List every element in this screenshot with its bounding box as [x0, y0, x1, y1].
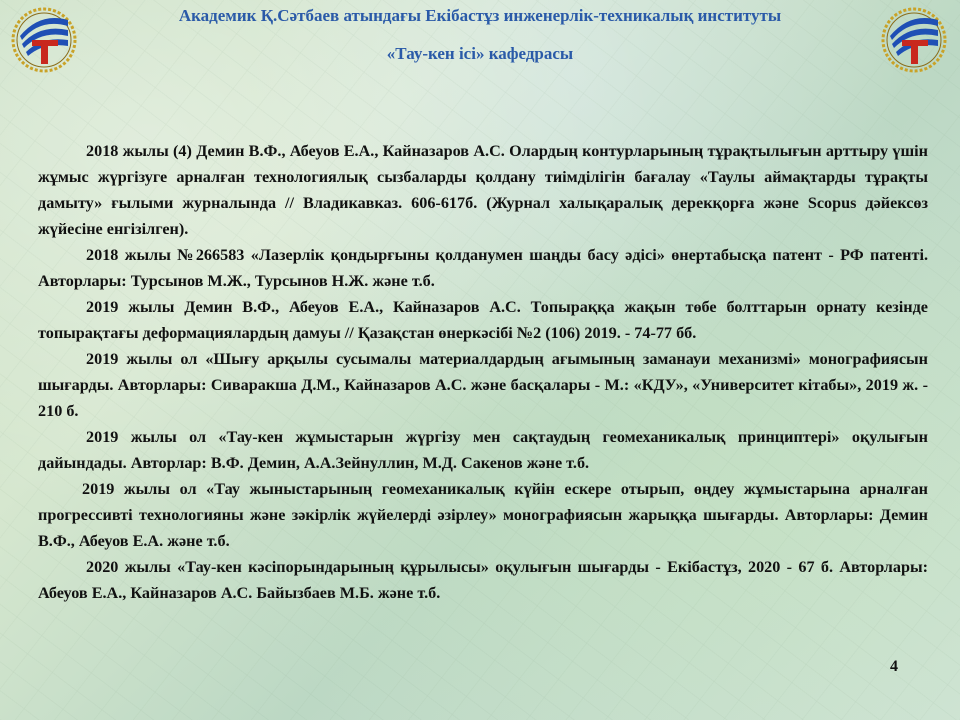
- publication-paragraph: 2018 жылы №266583 «Лазерлік қондырғыны қолданумен шаңды басу әдісі» өнертабысқа патент - РФ патенті. Авторлары: Турсынов М.Ж., Турсынов Н.Ж. және т.б.: [38, 246, 928, 290]
- publication-paragraph: 2018 жылы (4) Демин В.Ф., Абеуов Е.А., Кайназаров А.С. Олардың контурларының тұрақтылығын арттыру үшін жұмыс жүргізуге арналған технологиялық сызбаларды қолдану тиімділігін бағалау «Таулы аймақтарды тұрақты дамыту» ғылыми журналында // Владикавказ. 606-617б. (Журнал халықаралық дерекқорға және Scopus дәйексөз жүйесіне енгізілген).: [38, 142, 928, 238]
- institute-emblem-icon: [10, 6, 78, 74]
- publications-list: [38, 138, 928, 606]
- publication-paragraph: 2019 жылы ол «Тау-кен жұмыстарын жүргізу мен сақтаудың геомеханикалық принциптері» оқулығын дайындады. Авторлар: В.Ф. Демин, А.А.Зейнуллин, М.Д. Сакенов және т.б.: [38, 428, 928, 472]
- institute-emblem-icon: [880, 6, 948, 74]
- slide-header: [90, 4, 870, 66]
- page-number: 4: [890, 658, 898, 675]
- institute-title: Академик Қ.Сәтбаев атындағы Екібастұз инженерлік-техникалық институты: [178, 6, 782, 25]
- publication-paragraph: 2019 жылы ол «Тау жыныстарының геомеханикалық күйін ескере отырып, өңдеу жұмыстарына арналған прогрессивті технологияны және зәкірлік жүйелерді әзірлеу» монографиясын жарыққа шығарды. Авторлары: Демин В.Ф., Абеуов Е.А. және т.б.: [38, 480, 928, 550]
- publication-paragraph: 2020 жылы «Тау-кен кәсіпорындарының құрылысы» оқулығын шығарды - Екібастұз, 2020 - 67 б. Авторлары: Абеуов Е.А., Кайназаров А.С. Байызбаев М.Б. және т.б.: [38, 558, 928, 602]
- publication-paragraph: 2019 жылы ол «Шығу арқылы сусымалы материалдардың ағымының заманауи механизмі» монографиясын шығарды. Авторлары: Сиваракша Д.М., Кайназаров А.С. және басқалары - М.: «КДУ», «Университет кітабы», 2019 ж. - 210 б.: [38, 350, 928, 420]
- publication-paragraph: 2019 жылы Демин В.Ф., Абеуов Е.А., Кайназаров А.С. Топыраққа жақын төбе болттарын орнату кезінде топырақтағы деформациялардың дамуы // Қазақстан өнеркәсібі №2 (106) 2019. - 74-77 бб.: [38, 298, 928, 342]
- department-title: «Тау-кен ісі» кафедрасы: [386, 44, 574, 63]
